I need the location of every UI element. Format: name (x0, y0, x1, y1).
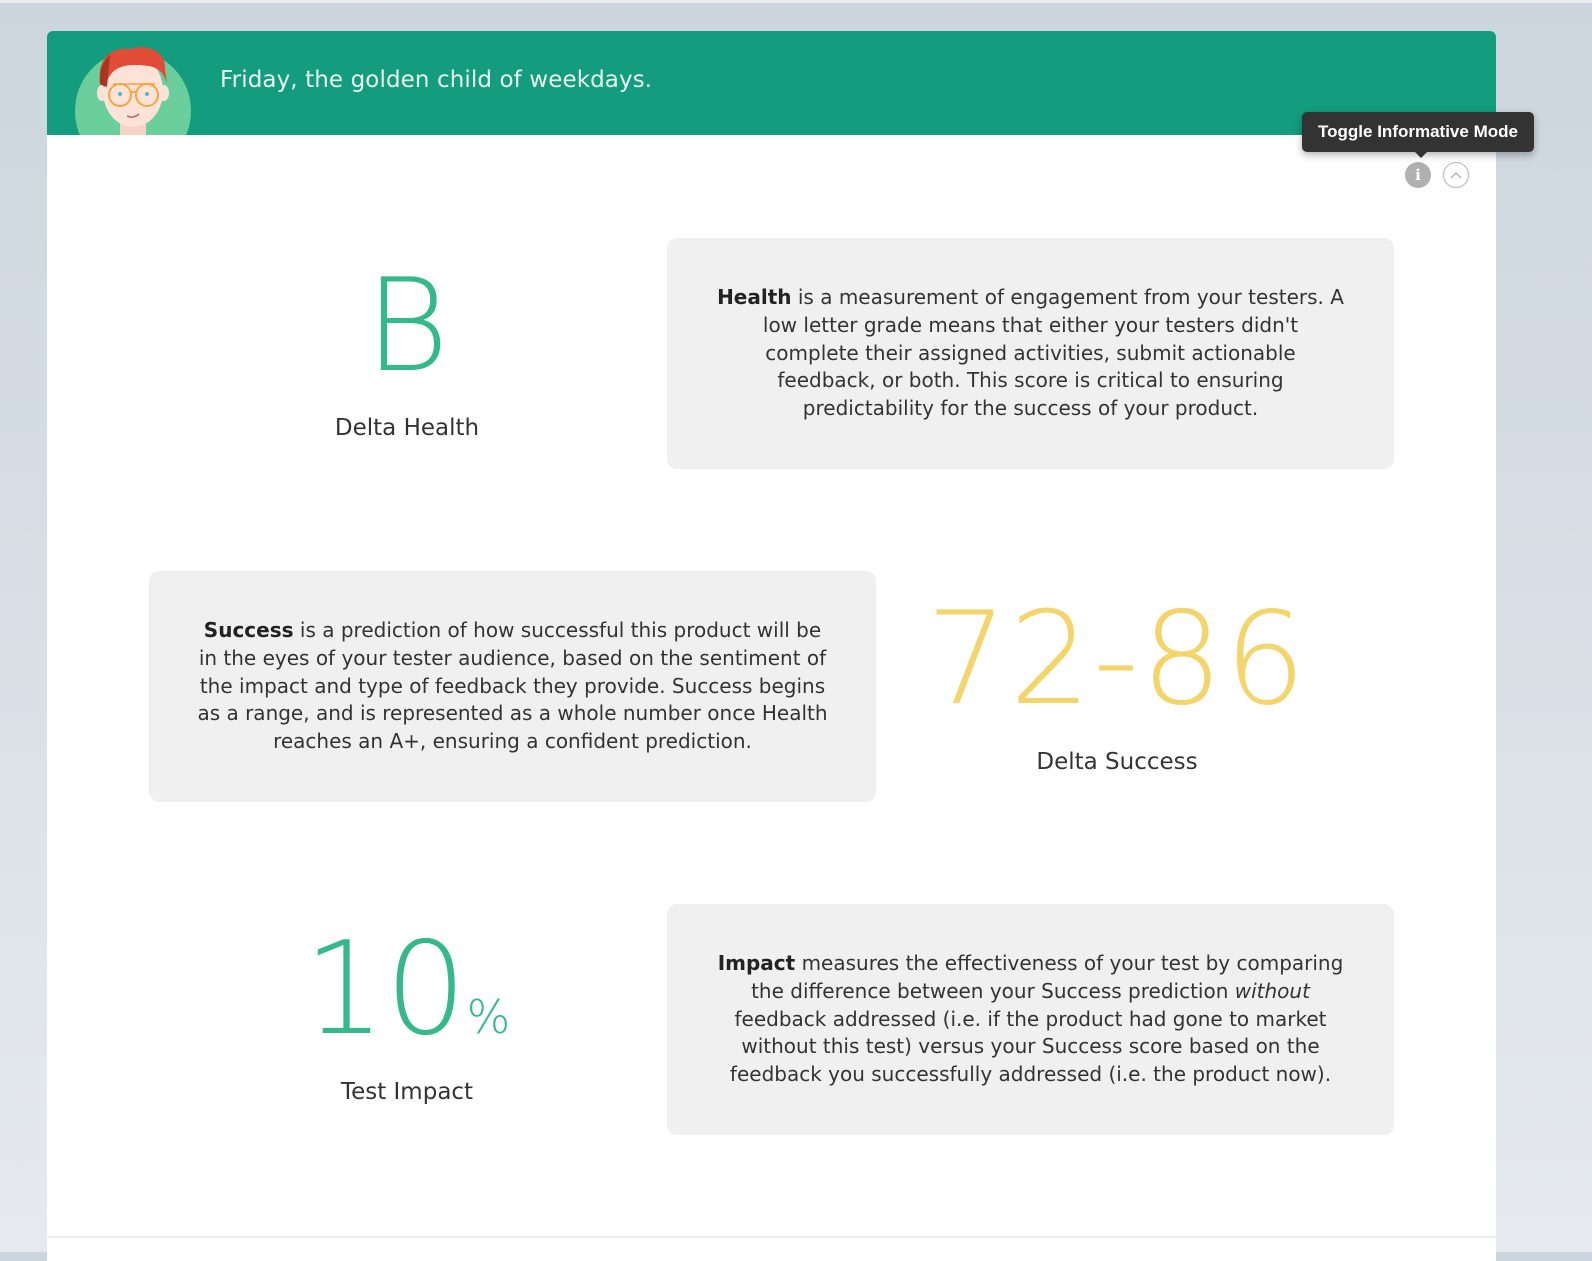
report-card (47, 31, 1518, 1261)
collapse-button[interactable] (1443, 162, 1469, 188)
avatar (75, 39, 195, 135)
impact-value-wrap (227, 915, 587, 1076)
impact-unit: % (466, 990, 511, 1044)
success-label: Delta Success (1036, 749, 1198, 775)
section-divider (47, 1236, 1496, 1238)
greeting-text: Friday, the golden child of weekdays. (220, 67, 653, 93)
success-description: Success is a prediction of how successful this product will be in the eyes of your tester audience, based on the sentiment of the impact and type of feedback they provide. Success begins as a range, and is represented as a whole number once Health reaches an A+, ensuring a confident prediction. (149, 571, 876, 802)
success-term: Success (203, 618, 294, 642)
impact-description: Impact measures the effectiveness of your test by comparing the difference between your Success prediction without feedback addressed (i.e. if the product had gone to market without this test) versus your Success score based on the feedback you successfully addressed (i.e. the product now). (667, 904, 1394, 1135)
impact-metric (227, 915, 587, 1105)
success-range: 72-86 (926, 585, 1308, 734)
impact-value: 10 (303, 915, 467, 1064)
health-metric (227, 252, 587, 441)
health-label: Delta Health (334, 415, 480, 441)
greeting-banner (47, 31, 1496, 135)
toggle-informative-mode-tooltip: Toggle Informative Mode (1302, 112, 1534, 152)
impact-label: Test Impact (340, 1079, 474, 1105)
info-icon: i (1415, 166, 1421, 184)
health-grade: B (365, 252, 449, 401)
health-term: Health (717, 285, 792, 309)
info-toggle-button[interactable] (1405, 162, 1431, 188)
success-metric (917, 585, 1317, 775)
health-description: Health is a measurement of engagement from your testers. A low letter grade means that either your testers didn't complete their assigned activities, submit actionable feedback, or both. This score is critical to ensuring predictability for the success of your product. (667, 238, 1394, 469)
impact-term: Impact (717, 951, 796, 975)
chevron-up-icon (1449, 170, 1463, 180)
top-border (0, 0, 1592, 3)
